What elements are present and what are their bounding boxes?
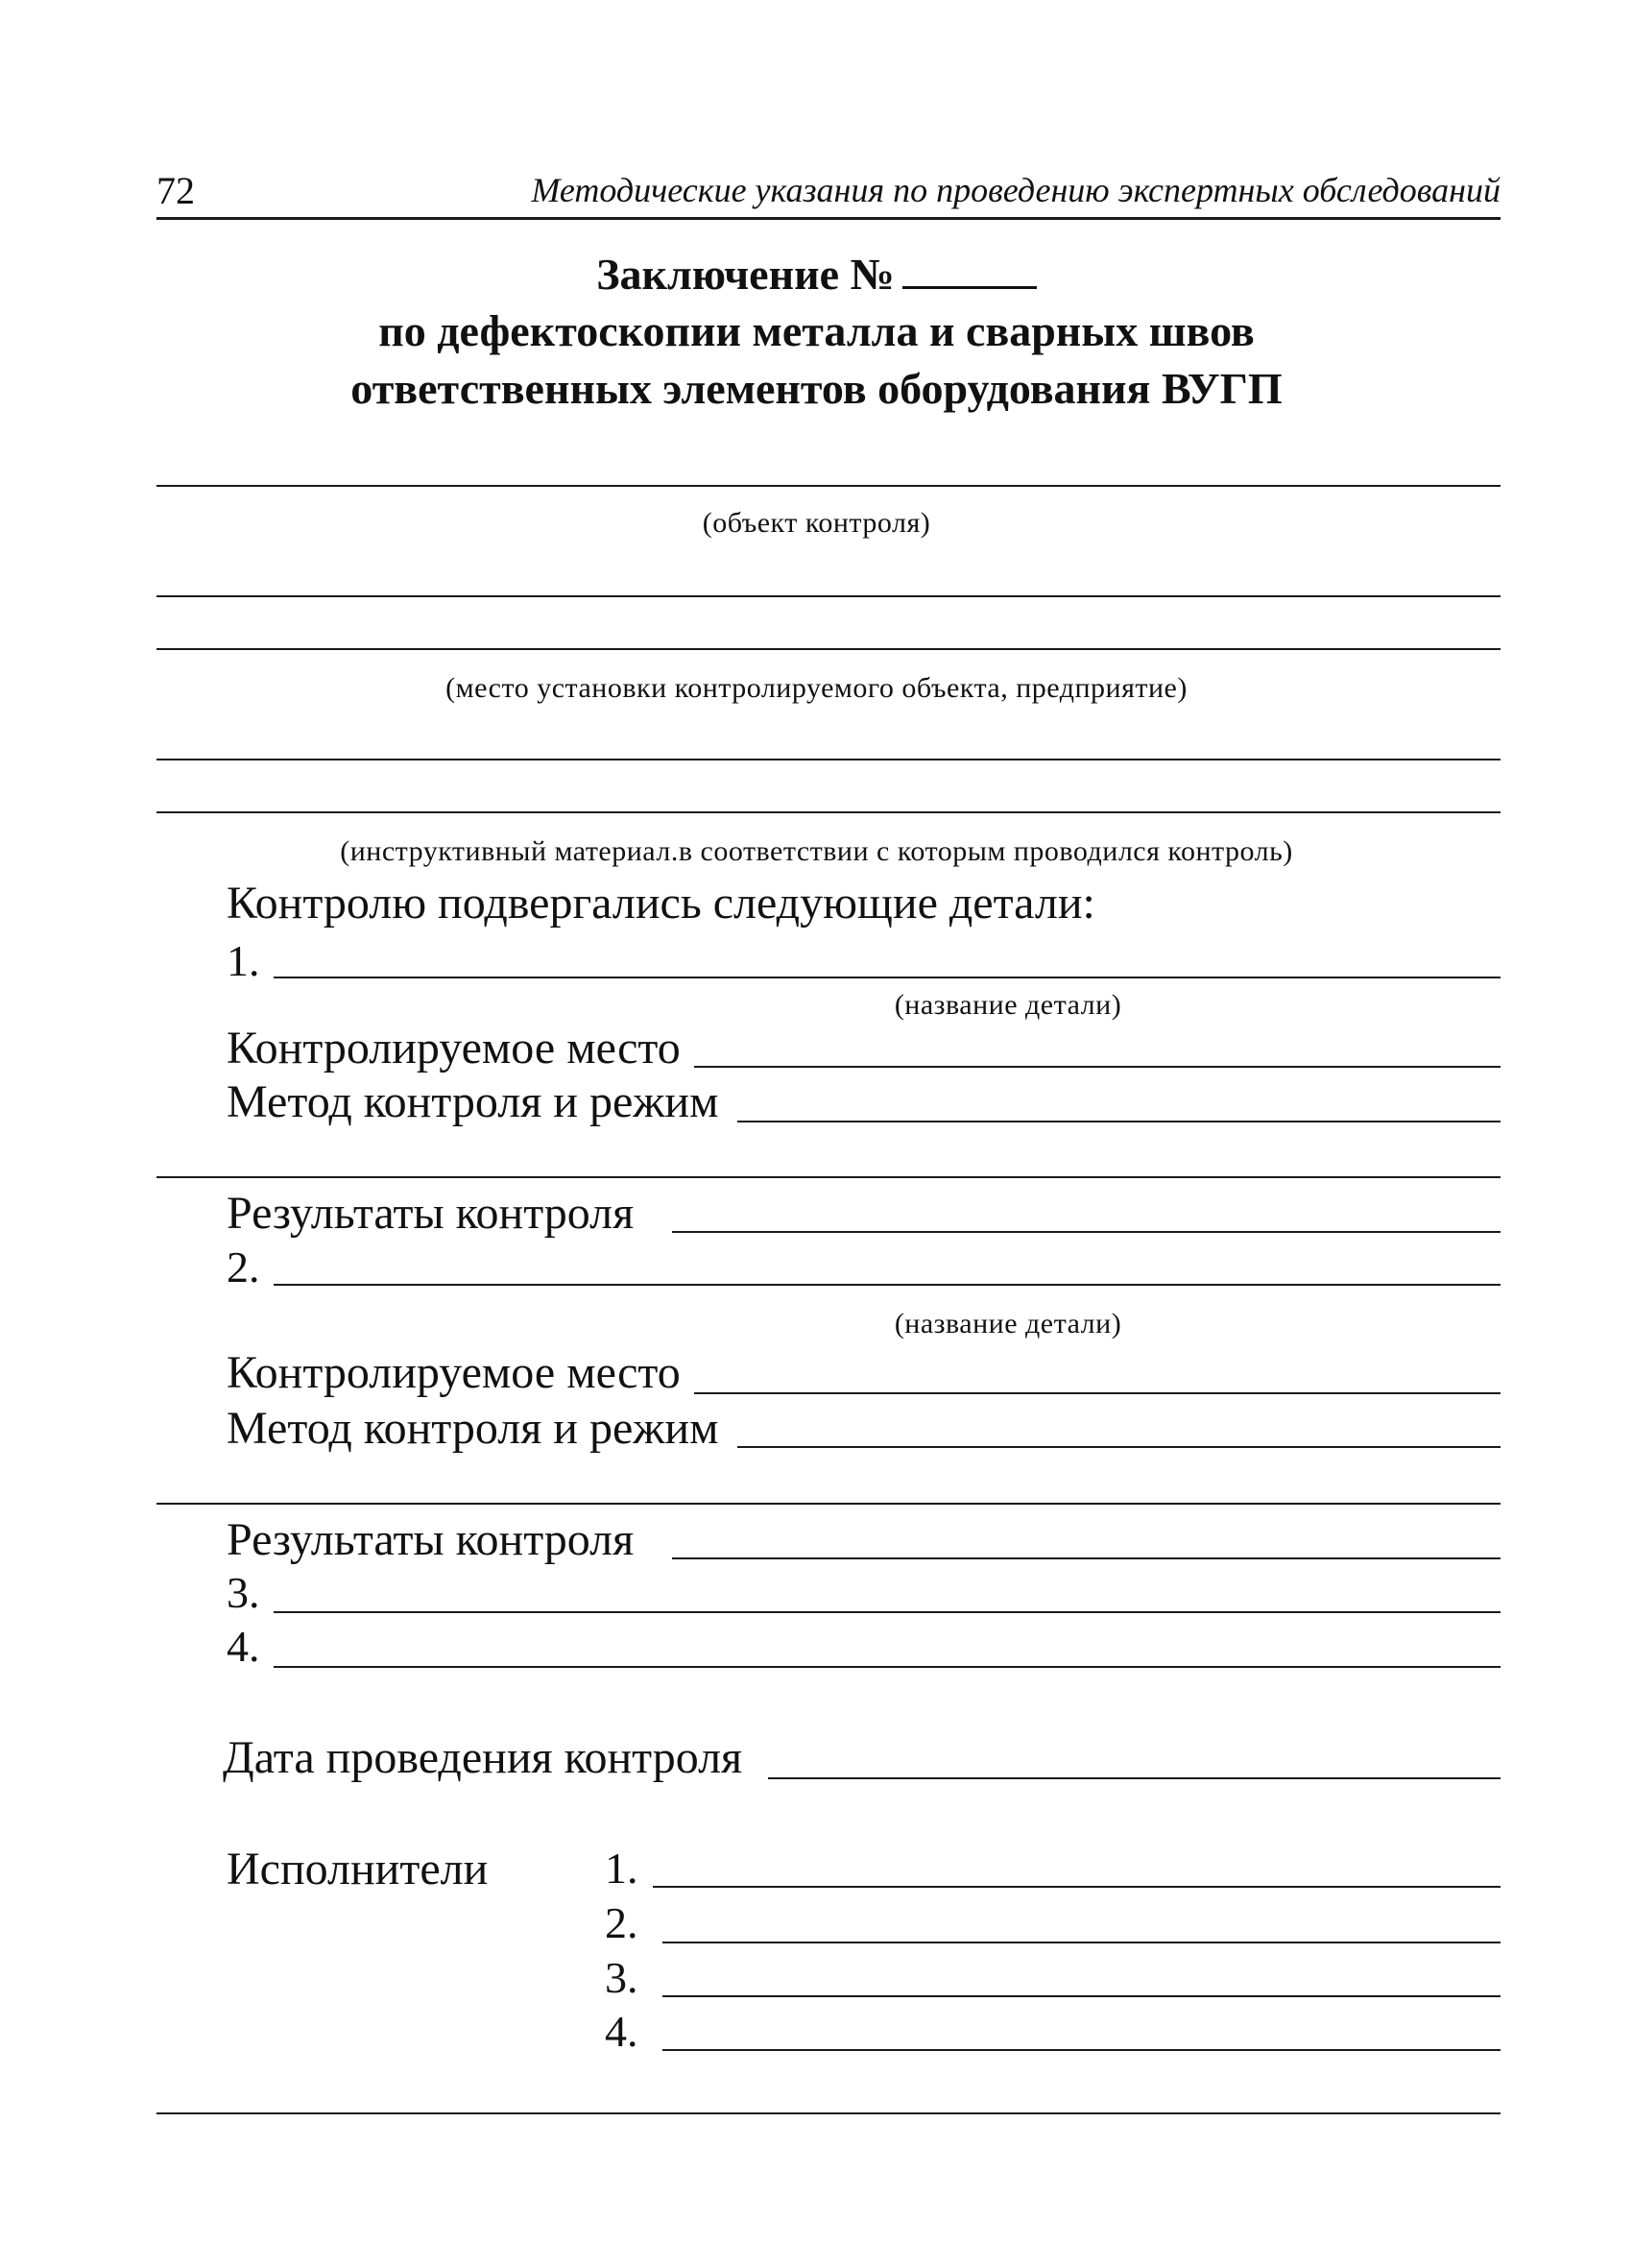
item-3-number: 3.	[227, 1568, 260, 1617]
method-line-1b[interactable]	[156, 1176, 1501, 1178]
controlled-place-line-2[interactable]	[694, 1392, 1501, 1394]
executor-4-line[interactable]	[662, 2049, 1501, 2051]
results-line-1[interactable]	[672, 1231, 1501, 1233]
date-line[interactable]	[768, 1777, 1501, 1779]
running-title: Методические указания по проведению экспертных обследований	[531, 171, 1501, 209]
executor-2-number: 2.	[605, 1898, 638, 1947]
controlled-place-line-1[interactable]	[694, 1066, 1501, 1068]
method-label-2: Метод контроля и режим	[227, 1403, 719, 1454]
object-line-2[interactable]	[156, 595, 1501, 597]
executor-1-number: 1.	[605, 1844, 638, 1893]
instruction-line[interactable]	[156, 811, 1501, 813]
location-caption: (место установки контролируемого объекта, предприятие)	[445, 672, 1188, 704]
date-label: Дата проведения контроля	[223, 1732, 743, 1783]
object-caption: (объект контроля)	[702, 507, 931, 539]
title-line-2: по дефектоскопии металла и сварных швов	[378, 306, 1255, 355]
item-4-number: 4.	[227, 1622, 260, 1671]
controlled-place-label-1: Контролируемое место	[227, 1023, 681, 1074]
location-line-2[interactable]	[156, 759, 1501, 760]
executor-3-line[interactable]	[662, 1995, 1501, 1997]
object-line[interactable]	[156, 485, 1501, 487]
bottom-rule	[156, 2112, 1501, 2114]
details-heading: Контролю подвергались следующие детали:	[227, 878, 1095, 929]
item-2-line[interactable]	[274, 1284, 1501, 1286]
executor-3-number: 3.	[605, 1953, 638, 2002]
method-line-2b[interactable]	[156, 1503, 1501, 1505]
conclusion-number-field[interactable]	[902, 248, 1037, 289]
method-label-1: Метод контроля и режим	[227, 1076, 719, 1127]
title-line-3: ответственных элементов оборудования ВУГП	[350, 364, 1283, 413]
part-name-caption-2: (название детали)	[894, 1308, 1122, 1339]
results-label-2: Результаты контроля	[227, 1514, 635, 1565]
controlled-place-label-2: Контролируемое место	[227, 1347, 681, 1398]
item-2-number: 2.	[227, 1243, 260, 1291]
location-line[interactable]	[156, 648, 1501, 650]
page-number: 72	[156, 169, 195, 212]
part-name-caption-1: (название детали)	[894, 989, 1122, 1021]
method-line-2[interactable]	[737, 1446, 1501, 1448]
executors-label: Исполнители	[227, 1844, 489, 1894]
title-line-1: Заключение №	[596, 250, 895, 299]
header-rule	[156, 217, 1501, 220]
method-line-1[interactable]	[737, 1121, 1501, 1122]
instruction-caption: (инструктивный материал.в соответствии с которым проводился контроль)	[340, 835, 1293, 867]
item-3-line[interactable]	[274, 1611, 1501, 1613]
item-1-line[interactable]	[274, 977, 1501, 978]
executor-2-line[interactable]	[662, 1942, 1501, 1943]
item-1-number: 1.	[227, 936, 260, 985]
executor-1-line[interactable]	[653, 1886, 1501, 1888]
item-4-line[interactable]	[274, 1666, 1501, 1668]
results-label-1: Результаты контроля	[227, 1188, 635, 1239]
document-title	[0, 248, 1633, 300]
executor-4-number: 4.	[605, 2007, 638, 2056]
results-line-2[interactable]	[672, 1557, 1501, 1559]
